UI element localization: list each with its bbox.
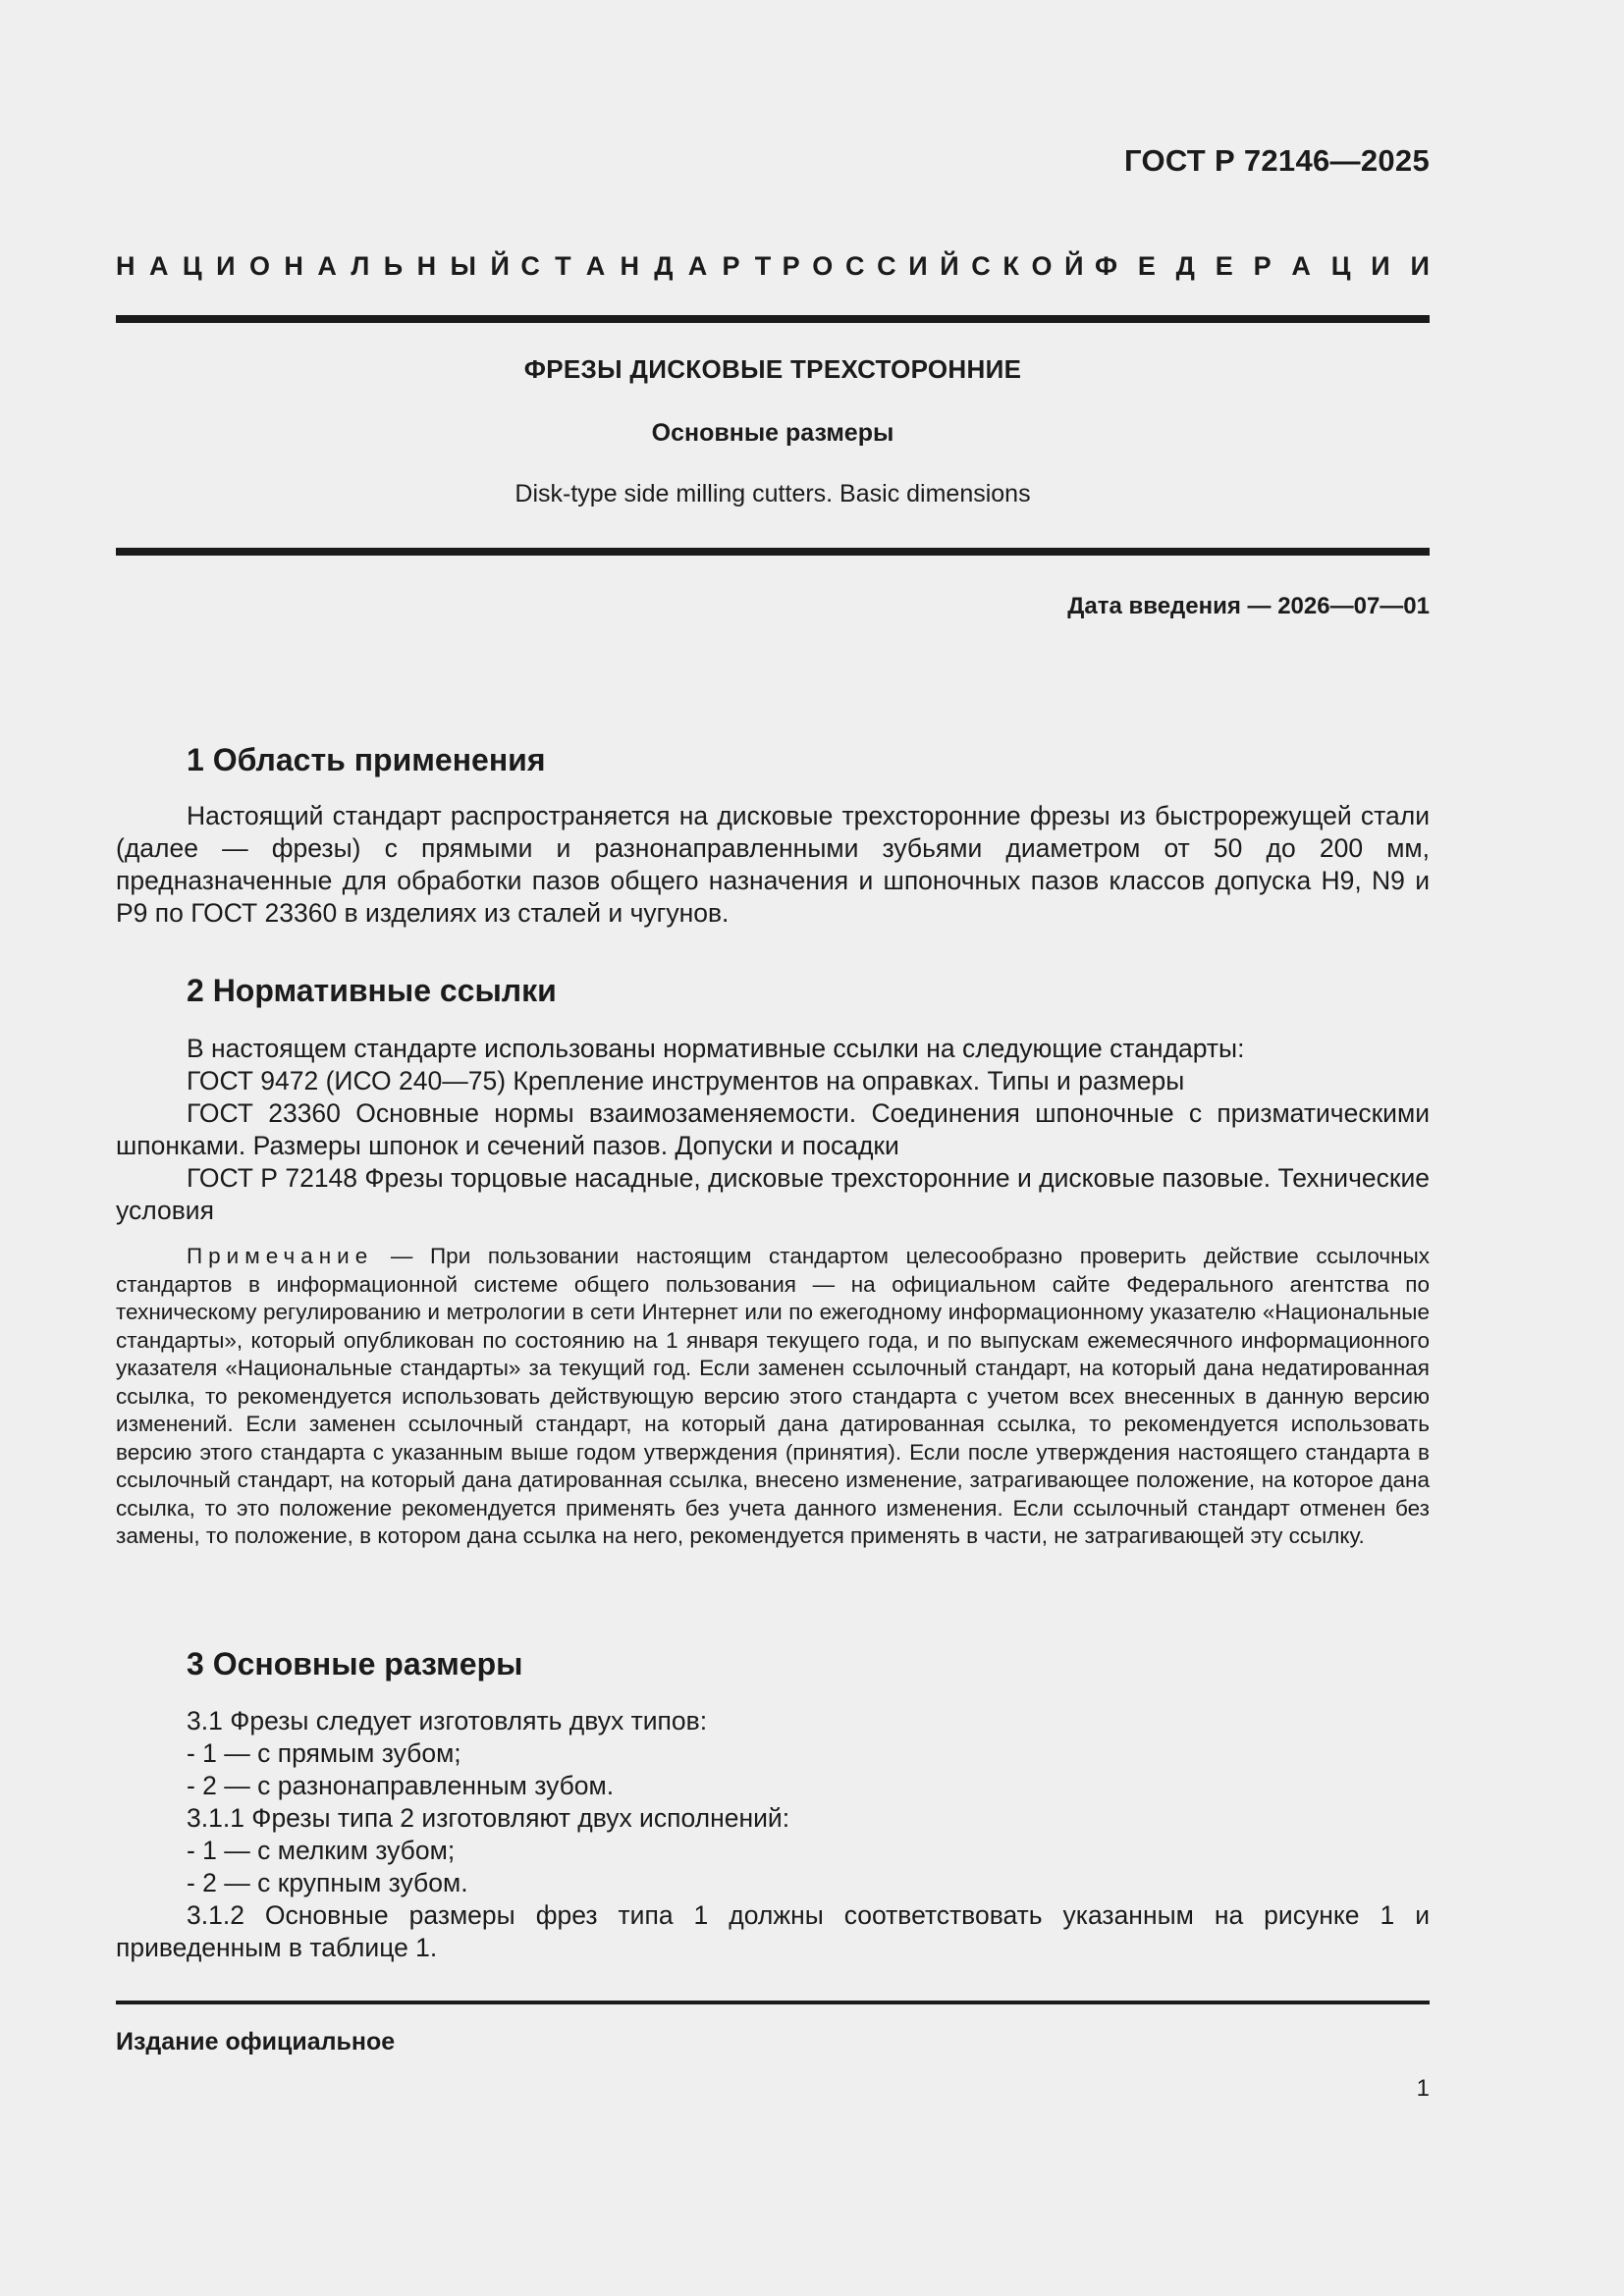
section-3-heading: 3 Основные размеры [187,1646,523,1682]
banner-letter: А [148,251,169,281]
banner-letter: Н [620,251,640,281]
document-title-english: Disk-type side milling cutters. Basic dimensions [514,480,1031,507]
banner-word-4 [1095,251,1430,282]
banner-letter: Т [555,251,571,281]
list-item: 3.1.2 Основные размеры фрез типа 1 должны соответствовать указанным на рисунке 1 и приведенным в таблице 1. [116,1900,1430,1962]
references-intro: В настоящем стандарте использованы нормативные ссылки на следующие стандарты: [187,1034,1245,1063]
document-page [116,0,1430,2296]
banner-letter: И [1371,251,1390,281]
banner-letter: Т [754,251,772,281]
banner-letter: Н [416,251,437,281]
banner-letter: Ц [1330,251,1351,281]
list-item: 3.1 Фрезы следует изготовлять двух типов: [187,1706,708,1735]
document-number: ГОСТ Р 72146—2025 [1124,143,1430,178]
banner-letter: Ф [1094,251,1118,281]
note-text: — При пользовании настоящим стандартом целесообразно проверить действие ссылочных стандартов в информационной системе общего пользования — на официальном сайте Федерального агентства по техническому регулированию и метрологии в сети Интернет или по ежегодному информационному указателю «Национальные стандарты», который опубликован по состоянию на 1 января текущего года, и по выпускам ежемесячного информационного указателя «Национальные стандарты» за текущий год. Если заменен ссылочный стандарт, на который дана недатированная ссылка, то рекомендуется использовать действующую версию этого стандарта с учетом всех внесенных в данную версию изменений. Если заменен ссылочный стандарт, на который дана датированная ссылка, то рекомендуется использовать версию этого стандарта с указанным выше годом утверждения (принятия). Если после утверждения настоящего стандарта в ссылочный стандарт, на который дана датированная ссылка, внесено изменение, затрагивающее положение, на которое дана ссылка, то это положение рекомендуется применять без учета данного изменения. Если ссылочный стандарт отменен без замены, то положение, в котором дана ссылка на него, рекомендуется применять в части, не затрагивающей эту ссылку. [116,1244,1430,1548]
national-standard-banner [116,251,1430,282]
banner-letter: Ц [182,251,202,281]
banner-letter: С [844,251,865,281]
note-label: Примечание [187,1244,374,1268]
top-rule [116,315,1430,323]
section-2-heading: 2 Нормативные ссылки [187,973,557,1008]
banner-letter: К [1002,251,1019,281]
banner-letter: А [1291,251,1311,281]
banner-letter: А [687,251,708,281]
list-item: - 1 — с прямым зубом; [187,1738,461,1768]
list-item: - 2 — с разнонаправленным зубом. [187,1771,615,1800]
banner-letter: Ь [383,251,404,281]
banner-letter: А [317,251,337,281]
banner-letter: Е [1215,251,1233,281]
document-subtitle: Основные размеры [651,419,894,447]
banner-letter: Н [116,251,135,281]
title-rule [116,548,1430,556]
banner-letter: С [520,251,540,281]
page-number: 1 [1416,2075,1430,2102]
banner-letter: С [877,251,896,281]
official-edition-label: Издание официальное [116,2028,396,2056]
banner-letter: Е [1137,251,1156,281]
banner-letter: Р [782,251,800,281]
reference-item: ГОСТ 23360 Основные нормы взаимозаменяемости. Соединения шпоночные с призматическими шпонками. Размеры шпонок и сечений пазов. Допуски и посадки [116,1098,1430,1160]
banner-word-2 [520,251,771,282]
reference-item: ГОСТ 9472 (ИСО 240—75) Крепление инструментов на оправках. Типы и размеры [187,1066,1185,1095]
normative-references [116,1033,1430,1227]
banner-letter: Д [1175,251,1195,281]
list-item: - 2 — с крупным зубом. [187,1868,468,1897]
banner-letter: Д [654,251,674,281]
banner-letter: И [216,251,236,281]
note-paragraph [116,1243,1430,1551]
banner-letter: О [248,251,270,281]
banner-letter: Л [351,251,370,281]
list-item: 3.1.1 Фрезы типа 2 изготовляют двух исполнений: [187,1803,790,1833]
banner-letter: И [908,251,928,281]
footer-rule [116,2001,1430,2004]
banner-letter: Й [1064,251,1084,281]
banner-letter: Р [1253,251,1272,281]
section-3-body [116,1705,1430,1964]
list-item: - 1 — с мелким зубом; [187,1836,456,1865]
banner-letter: Й [490,251,510,281]
banner-letter: Р [722,251,740,281]
document-title: ФРЕЗЫ ДИСКОВЫЕ ТРЕХСТОРОННИЕ [523,354,1022,384]
section-1-heading: 1 Область применения [187,742,546,777]
reference-item: ГОСТ Р 72148 Фрезы торцовые насадные, дисковые трехсторонние и дисковые пазовые. Технические условия [116,1163,1430,1225]
banner-letter: О [1031,251,1053,281]
banner-word-3 [783,251,1084,282]
section-1-paragraph: Настоящий стандарт распространяется на дисковые трехсторонние фрезы из быстрорежущей стали (далее — фрезы) с прямыми и разнонаправленными зубьями диаметром от 50 до 200 мм, предназначенные для обработки пазов общего назначения и шпоночных пазов классов допуска H9, N9 и P9 по ГОСТ 23360 в изделиях из сталей и чугунов. [116,801,1430,928]
banner-letter: С [971,251,991,281]
banner-letter: О [812,251,834,281]
banner-letter: И [1410,251,1430,281]
banner-letter: Ы [450,251,476,281]
banner-word-1 [116,251,510,282]
banner-letter: А [585,251,606,281]
effective-date: Дата введения — 2026—07—01 [1067,593,1430,619]
banner-letter: Н [284,251,303,281]
banner-letter: Й [940,251,959,281]
